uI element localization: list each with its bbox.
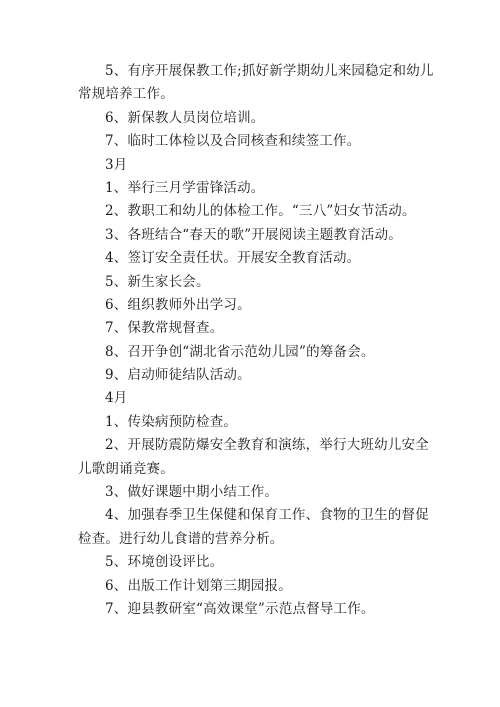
plan-item-apr-6: 6、出版工作计划第三期园报。 bbox=[105, 577, 292, 594]
plan-item-apr-4-continued: 检查。进行幼儿食谱的营养分析。 bbox=[78, 530, 284, 547]
plan-item-mar-7: 7、保教常规督查。 bbox=[105, 320, 224, 337]
plan-item-mar-5: 5、新生家长会。 bbox=[105, 273, 210, 290]
plan-item-mar-4: 4、签订安全责任状。开展安全教育活动。 bbox=[105, 250, 361, 267]
plan-item-feb-5-continued: 常规培养工作。 bbox=[78, 86, 174, 103]
plan-item-mar-9: 9、启动师徒结队活动。 bbox=[105, 367, 251, 384]
plan-item-mar-8: 8、召开争创“湖北省示范幼儿园”的筹备会。 bbox=[105, 343, 375, 360]
plan-item-mar-6: 6、组织教师外出学习。 bbox=[105, 296, 251, 313]
document-body bbox=[78, 60, 438, 621]
month-heading-april: 4月 bbox=[105, 390, 128, 407]
plan-item-apr-2: 2、开展防震防爆安全教育和演练，举行大班幼儿安全 bbox=[105, 437, 429, 454]
plan-item-mar-2: 2、教职工和幼儿的体检工作。“三八”妇女节活动。 bbox=[105, 203, 416, 220]
plan-item-apr-1: 1、传染病预防检查。 bbox=[105, 413, 238, 430]
plan-item-mar-3: 3、各班结合“春天的歌”开展阅读主题教育活动。 bbox=[105, 226, 402, 243]
plan-item-feb-5: 5、有序开展保教工作;抓好新学期幼儿来园稳定和幼儿 bbox=[105, 63, 434, 79]
plan-item-apr-3: 3、做好课题中期小结工作。 bbox=[105, 484, 279, 501]
plan-item-apr-4: 4、加强春季卫生保健和保育工作、食物的卫生的督促 bbox=[105, 507, 429, 524]
plan-item-mar-1: 1、举行三月学雷锋活动。 bbox=[105, 179, 265, 196]
plan-item-apr-2-continued: 儿歌朗诵竞赛。 bbox=[78, 460, 174, 477]
plan-item-feb-6: 6、新保教人员岗位培训。 bbox=[105, 109, 265, 126]
plan-item-apr-5: 5、环境创设评比。 bbox=[105, 554, 224, 571]
plan-item-apr-7: 7、迎县教研室“高效课堂”示范点督导工作。 bbox=[105, 600, 375, 617]
month-heading-march: 3月 bbox=[105, 156, 128, 173]
plan-item-feb-7: 7、临时工体检以及合同核查和续签工作。 bbox=[105, 133, 361, 150]
